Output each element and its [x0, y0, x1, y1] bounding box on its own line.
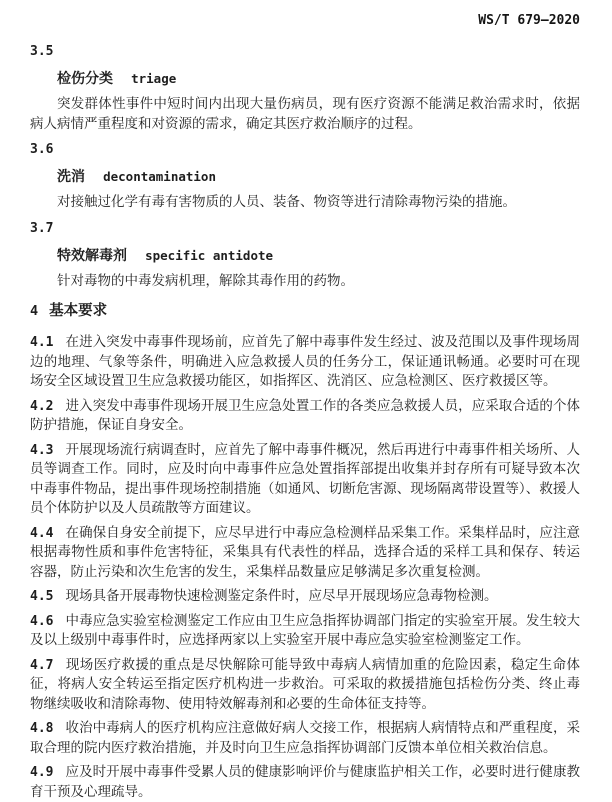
term-number: 3.7 [30, 220, 54, 236]
clause-number: 4.5 [30, 589, 54, 604]
clause-4-4 [30, 524, 580, 583]
term-number: 3.5 [30, 44, 54, 59]
clause-text: 进入突发中毒事件现场开展卫生应急处置工作的各类应急救援人员，应采取合适的个体防护措施，保证自身安全。 [30, 397, 580, 433]
clause-text: 在进入突发中毒事件现场前，应首先了解中毒事件发生经过、波及范围以及事件现场周边的地理、气象等条件，明确进入应急救援人员的任务分工，保证通讯畅通。必要时可在现场安全区域设置卫生应急救援功能区，如指挥区、洗消区、应急检测区、医疗救援区等。 [30, 334, 580, 389]
term-en: decontamination [103, 169, 216, 184]
clause-number: 4.6 [30, 613, 54, 629]
terms-section [30, 42, 580, 291]
clause-number: 4.3 [30, 442, 54, 458]
term-block-3-6 [30, 140, 580, 213]
clause-4-3 [30, 441, 580, 519]
clause-number: 4.9 [30, 765, 54, 780]
term-en: triage [131, 71, 177, 86]
clause-4-8 [30, 719, 580, 758]
term-en: specific antidote [145, 247, 274, 263]
term-number: 3.6 [30, 142, 54, 157]
chapter-number: 4 [30, 303, 39, 319]
term-heading [57, 166, 580, 187]
clause-4-9 [30, 763, 580, 802]
clause-number: 4.7 [30, 657, 54, 673]
term-zh: 洗消 [57, 168, 85, 184]
clause-text: 开展现场流行病调查时，应首先了解中毒事件概况，然后再进行中毒事件相关场所、人员等调查工作。同时，应及时向中毒事件应急处置指挥部提出收集并封存所有可疑导致本次中毒事件物品，提出事件现场控制措施（如通风、切断危害源、现场隔离带设置等）、救援人员个体防护以及人员疏散等方面建议。 [30, 441, 580, 516]
clause-text: 应及时开展中毒事件受累人员的健康影响评价与健康监护相关工作，必要时进行健康教育干预及心理疏导。 [30, 764, 580, 800]
chapter-title: 基本要求 [49, 303, 108, 319]
clause-number: 4.2 [30, 398, 54, 414]
term-definition: 突发群体性事件中短时间内出现大量伤病员，现有医疗资源不能满足救治需求时，依据病人病情严重程度和对资源的需求，确定其医疗救治顺序的过程。 [30, 96, 580, 132]
clause-number: 4.1 [30, 335, 54, 350]
clause-4-1 [30, 333, 580, 392]
clause-number: 4.4 [30, 525, 54, 541]
clause-text: 在确保自身安全前提下，应尽早进行中毒应急检测样品采集工作。采集样品时，应注意根据毒物性质和事件危害特征，采集具有代表性的样品，选择合适的采样工具和保存、转运容器，防止污染和次生危害的发生，采集样品数量应足够满足多次重复检测。 [30, 524, 580, 580]
term-block-3-5 [30, 42, 580, 134]
chapter-heading [30, 301, 580, 321]
term-heading [57, 68, 580, 89]
clause-text: 收治中毒病人的医疗机构应注意做好病人交接工作，根据病人病情特点和严重程度，采取合理的院内医疗救治措施，并及时向卫生应急指挥协调部门反馈本单位相关救治信息。 [30, 720, 580, 756]
clause-4-6 [30, 612, 580, 651]
term-zh: 特效解毒剂 [57, 246, 127, 263]
doc-code-header [30, 12, 580, 30]
term-definition: 对接触过化学有毒有害物质的人员、装备、物资等进行清除毒物污染的措施。 [57, 194, 516, 210]
clause-number: 4.8 [30, 721, 54, 736]
clause-text: 现场具备开展毒物快速检测鉴定条件时，应尽早开展现场应急毒物检测。 [65, 588, 498, 604]
chapter-4-section [30, 301, 580, 802]
term-definition: 针对毒物的中毒发病机理，解除其毒作用的药物。 [57, 272, 354, 289]
clause-4-7 [30, 656, 580, 715]
clause-4-2 [30, 397, 580, 436]
doc-code: WS/T 679—2020 [478, 13, 580, 28]
term-zh: 检伤分类 [57, 70, 113, 86]
clause-4-5 [30, 587, 580, 607]
clause-text: 中毒应急实验室检测鉴定工作应由卫生应急指挥协调部门指定的实验室开展。发生较大及以上级别中毒事件时，应选择两家以上实验室开展中毒应急实验室检测鉴定工作。 [30, 612, 580, 648]
clause-text: 现场医疗救援的重点是尽快解除可能导致中毒病人病情加重的危险因素，稳定生命体征，将病人安全转运至指定医疗机构进一步救治。可采取的救援措施包括检伤分类、终止毒物继续吸收和清除毒物、使用特效解毒剂和必要的生命体征支持等。 [30, 656, 580, 712]
term-block-3-7 [30, 219, 580, 292]
term-heading [57, 245, 580, 266]
